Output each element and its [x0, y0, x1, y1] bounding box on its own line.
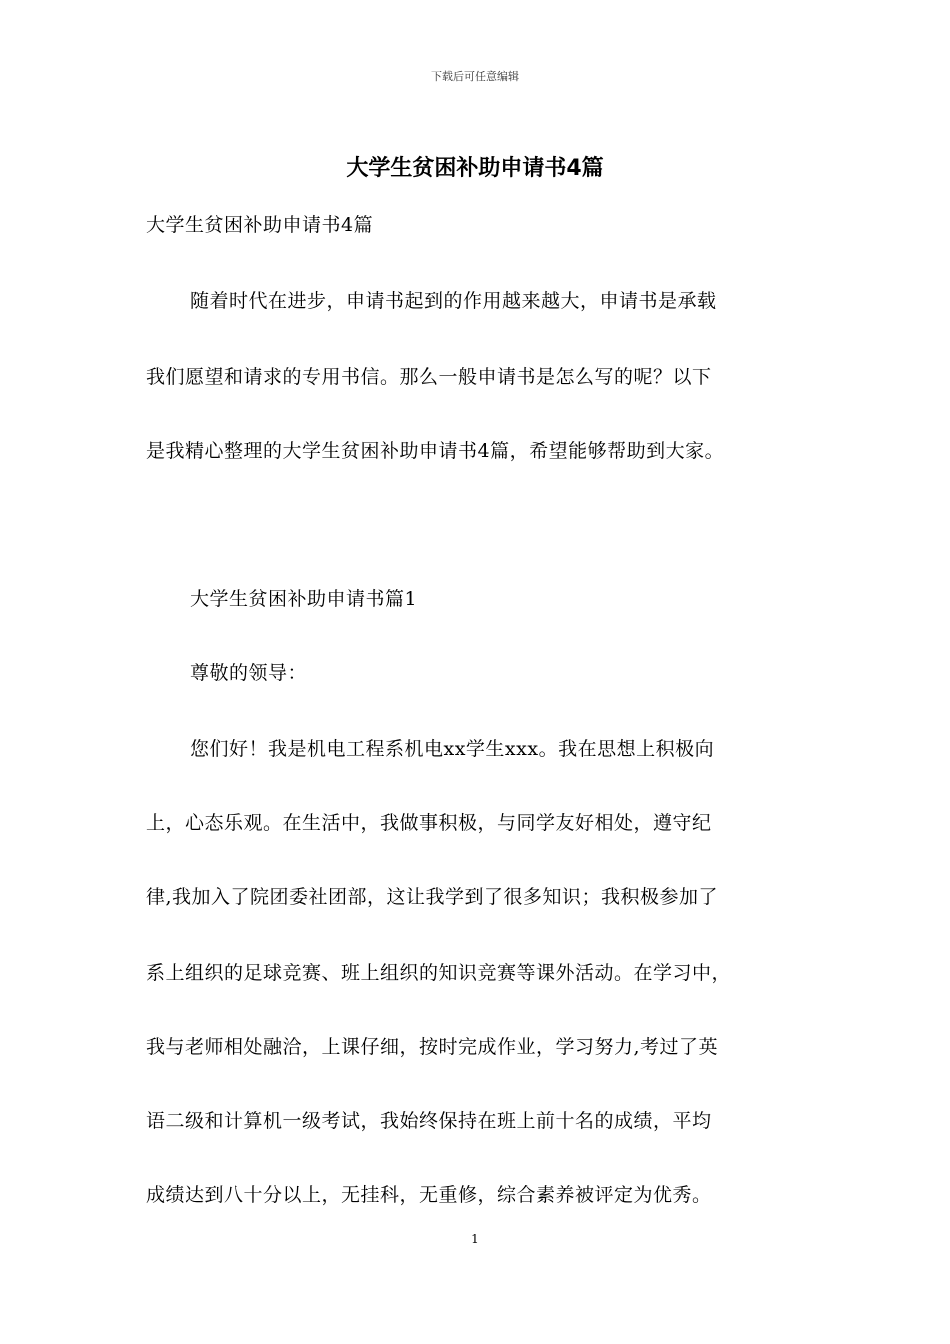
header-note: 下载后可任意编辑	[431, 70, 519, 83]
document-subtitle: 大学生贫困补助申请书4篇	[146, 214, 374, 236]
paragraph-line: 成绩达到八十分以上，无挂科，无重修，综合素养被评定为优秀。	[146, 1184, 712, 1206]
paragraph-line: 随着时代在进步，申请书起到的作用越来越大，申请书是承载	[190, 290, 717, 312]
salutation: 尊敬的领导：	[190, 662, 308, 684]
paragraph-line: 语二级和计算机一级考试，我始终保持在班上前十名的成绩，平均	[146, 1110, 712, 1132]
paragraph-line: 系上组织的足球竞赛、班上组织的知识竞赛等课外活动。在学习中，	[146, 962, 732, 984]
paragraph-line: 您们好！我是机电工程系机电xx学生xxx。我在思想上积极向	[190, 738, 715, 760]
paragraph-line: 我们愿望和请求的专用书信。那么一般申请书是怎么写的呢？以下	[146, 366, 712, 388]
paragraph-line: 律,我加入了院团委社团部，这让我学到了很多知识；我积极参加了	[146, 886, 719, 908]
document-title: 大学生贫困补助申请书4篇	[346, 156, 604, 181]
section-heading: 大学生贫困补助申请书篇1	[190, 588, 418, 610]
paragraph-line: 上，心态乐观。在生活中，我做事积极，与同学友好相处，遵守纪	[146, 812, 712, 834]
paragraph-line: 我与老师相处融洽，上课仔细，按时完成作业，学习努力,考过了英	[146, 1036, 719, 1058]
page-number: 1	[471, 1232, 479, 1246]
paragraph-line: 是我精心整理的大学生贫困补助申请书4篇，希望能够帮助到大家。	[146, 440, 725, 462]
